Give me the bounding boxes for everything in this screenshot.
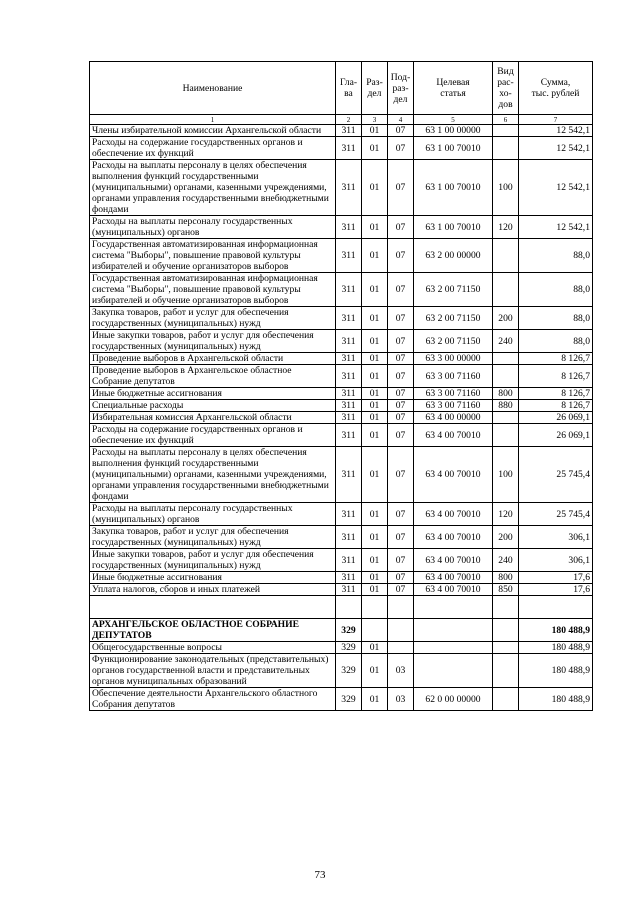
- row-podrazdel: [388, 619, 414, 642]
- row-sum: 180 488,9: [519, 642, 593, 654]
- row-sum: 88,0: [519, 307, 593, 330]
- row-razdel: 01: [362, 642, 388, 654]
- row-vid: [493, 654, 519, 688]
- row-glava: 311: [336, 273, 362, 307]
- row-sum: 88,0: [519, 239, 593, 273]
- column-number: 7: [519, 115, 593, 125]
- table-row: [90, 654, 593, 688]
- row-vid: 800: [493, 572, 519, 584]
- row-sum: 12 542,1: [519, 125, 593, 137]
- row-razdel: 01: [362, 447, 388, 503]
- table-row: [90, 549, 593, 572]
- row-name: Расходы на содержание государственных органов и обеспечение их функций: [90, 137, 336, 160]
- table-row: [90, 619, 593, 642]
- row-razdel: 01: [362, 125, 388, 137]
- row-glava: 311: [336, 239, 362, 273]
- column-number: 4: [388, 115, 414, 125]
- table-row: [90, 125, 593, 137]
- row-glava: 311: [336, 584, 362, 596]
- row-podrazdel: 07: [388, 526, 414, 549]
- row-vid: [493, 239, 519, 273]
- row-podrazdel: 07: [388, 365, 414, 388]
- row-sum: 180 488,9: [519, 688, 593, 711]
- row-razdel: 01: [362, 526, 388, 549]
- row-sum: 88,0: [519, 330, 593, 353]
- row-glava: 311: [336, 400, 362, 412]
- header-glava: Гла- ва: [336, 62, 362, 115]
- row-name: Расходы на выплаты персоналу государственных (муниципальных) органов: [90, 503, 336, 526]
- header-sum: Сумма, тыс. рублей: [519, 62, 593, 115]
- row-vid: [493, 365, 519, 388]
- row-glava: 311: [336, 137, 362, 160]
- row-vid: 850: [493, 584, 519, 596]
- column-number: 1: [90, 115, 336, 125]
- header-row: [90, 62, 593, 115]
- row-razdel: 01: [362, 400, 388, 412]
- row-vid: [493, 619, 519, 642]
- table-row: [90, 447, 593, 503]
- table-row: [90, 584, 593, 596]
- row-vid: [493, 412, 519, 424]
- empty-cell: [362, 596, 388, 619]
- row-target: 63 3 00 71160: [414, 365, 493, 388]
- row-target: 63 2 00 71150: [414, 273, 493, 307]
- column-number-row: [90, 115, 593, 125]
- row-sum: 180 488,9: [519, 619, 593, 642]
- row-glava: 329: [336, 654, 362, 688]
- row-name: Иные закупки товаров, работ и услуг для обеспечения государственных (муниципальных) нужд: [90, 549, 336, 572]
- row-glava: 311: [336, 353, 362, 365]
- row-podrazdel: 07: [388, 388, 414, 400]
- row-name: Иные бюджетные ассигнования: [90, 388, 336, 400]
- column-number: 5: [414, 115, 493, 125]
- row-podrazdel: 07: [388, 503, 414, 526]
- row-name: Закупка товаров, работ и услуг для обеспечения государственных (муниципальных) нужд: [90, 526, 336, 549]
- row-target: [414, 654, 493, 688]
- row-name: Расходы на содержание государственных органов и обеспечение их функций: [90, 424, 336, 447]
- row-sum: 12 542,1: [519, 137, 593, 160]
- row-razdel: 01: [362, 412, 388, 424]
- row-target: 62 0 00 00000: [414, 688, 493, 711]
- row-name: Расходы на выплаты персоналу в целях обеспечения выполнения функций государственными (муниципальными) органами, казенными учреждениями, органами управления государственными внебюджетными фондами: [90, 160, 336, 216]
- row-target: 63 3 00 71160: [414, 400, 493, 412]
- row-glava: 311: [336, 549, 362, 572]
- table-row: [90, 642, 593, 654]
- row-target: 63 2 00 71150: [414, 330, 493, 353]
- row-vid: [493, 353, 519, 365]
- row-podrazdel: 07: [388, 239, 414, 273]
- table-row: [90, 330, 593, 353]
- row-razdel: 01: [362, 160, 388, 216]
- row-glava: 311: [336, 388, 362, 400]
- row-razdel: 01: [362, 216, 388, 239]
- row-name: Проведение выборов в Архангельской области: [90, 353, 336, 365]
- row-glava: 329: [336, 642, 362, 654]
- row-sum: 8 126,7: [519, 400, 593, 412]
- row-vid: [493, 273, 519, 307]
- row-name: Расходы на выплаты персоналу государственных (муниципальных) органов: [90, 216, 336, 239]
- header-target: Целевая статья: [414, 62, 493, 115]
- empty-cell: [336, 596, 362, 619]
- row-glava: 311: [336, 526, 362, 549]
- row-target: 63 1 00 70010: [414, 137, 493, 160]
- row-name: Обеспечение деятельности Архангельского областного Собрания депутатов: [90, 688, 336, 711]
- row-target: 63 1 00 70010: [414, 160, 493, 216]
- row-podrazdel: 07: [388, 424, 414, 447]
- row-target: 63 4 00 70010: [414, 572, 493, 584]
- row-razdel: 01: [362, 307, 388, 330]
- row-razdel: 01: [362, 688, 388, 711]
- row-target: 63 2 00 71150: [414, 307, 493, 330]
- row-razdel: 01: [362, 330, 388, 353]
- row-podrazdel: 07: [388, 273, 414, 307]
- row-vid: 120: [493, 216, 519, 239]
- row-name: Проведение выборов в Архангельское областное Собрание депутатов: [90, 365, 336, 388]
- table-row: [90, 160, 593, 216]
- row-razdel: [362, 619, 388, 642]
- table-body: [90, 125, 593, 711]
- table-row: [90, 388, 593, 400]
- empty-cell: [388, 596, 414, 619]
- row-name: Специальные расходы: [90, 400, 336, 412]
- row-podrazdel: 07: [388, 137, 414, 160]
- row-target: 63 1 00 70010: [414, 216, 493, 239]
- row-sum: 8 126,7: [519, 353, 593, 365]
- table-row: [90, 572, 593, 584]
- row-vid: [493, 137, 519, 160]
- row-target: 63 3 00 00000: [414, 353, 493, 365]
- header-vid: Вид рас- хо- дов: [493, 62, 519, 115]
- row-podrazdel: 07: [388, 330, 414, 353]
- row-vid: [493, 125, 519, 137]
- row-glava: 329: [336, 619, 362, 642]
- row-vid: 120: [493, 503, 519, 526]
- row-vid: [493, 424, 519, 447]
- row-razdel: 01: [362, 572, 388, 584]
- row-podrazdel: 07: [388, 216, 414, 239]
- row-target: [414, 642, 493, 654]
- row-target: 63 4 00 70010: [414, 549, 493, 572]
- spacer-row: [90, 596, 593, 619]
- table-row: [90, 137, 593, 160]
- row-razdel: 01: [362, 239, 388, 273]
- row-razdel: 01: [362, 137, 388, 160]
- row-sum: 26 069,1: [519, 424, 593, 447]
- table-row: [90, 503, 593, 526]
- row-sum: 180 488,9: [519, 654, 593, 688]
- row-sum: 25 745,4: [519, 447, 593, 503]
- row-glava: 311: [336, 447, 362, 503]
- row-target: [414, 619, 493, 642]
- row-name: Расходы на выплаты персоналу в целях обеспечения выполнения функций государственными (муниципальными) органами, казенными учреждениями, органами управления государственными внебюджетными фондами: [90, 447, 336, 503]
- row-vid: 240: [493, 330, 519, 353]
- row-razdel: 01: [362, 584, 388, 596]
- row-target: 63 4 00 70010: [414, 503, 493, 526]
- row-glava: 329: [336, 688, 362, 711]
- row-sum: 306,1: [519, 549, 593, 572]
- row-name: АРХАНГЕЛЬСКОЕ ОБЛАСТНОЕ СОБРАНИЕ ДЕПУТАТОВ: [90, 619, 336, 642]
- table-row: [90, 307, 593, 330]
- header-podrazdel: Под- раз- дел: [388, 62, 414, 115]
- row-razdel: 01: [362, 424, 388, 447]
- empty-cell: [493, 596, 519, 619]
- table-row: [90, 353, 593, 365]
- row-glava: 311: [336, 307, 362, 330]
- row-razdel: 01: [362, 365, 388, 388]
- column-number: 2: [336, 115, 362, 125]
- row-sum: 12 542,1: [519, 216, 593, 239]
- row-glava: 311: [336, 572, 362, 584]
- header-razdel: Раз- дел: [362, 62, 388, 115]
- row-sum: 26 069,1: [519, 412, 593, 424]
- row-podrazdel: 07: [388, 400, 414, 412]
- row-glava: 311: [336, 412, 362, 424]
- row-glava: 311: [336, 365, 362, 388]
- table-row: [90, 273, 593, 307]
- row-vid: [493, 688, 519, 711]
- row-vid: 200: [493, 526, 519, 549]
- row-podrazdel: 07: [388, 125, 414, 137]
- table-row: [90, 365, 593, 388]
- row-target: 63 4 00 70010: [414, 526, 493, 549]
- row-podrazdel: [388, 642, 414, 654]
- row-sum: 17,6: [519, 572, 593, 584]
- table-row: [90, 412, 593, 424]
- row-name: Государственная автоматизированная информационная система "Выборы", повышение правовой культуры избирателей и обучение организаторов выборов: [90, 273, 336, 307]
- row-glava: 311: [336, 125, 362, 137]
- page-number: 73: [314, 869, 326, 881]
- row-razdel: 01: [362, 388, 388, 400]
- row-sum: 12 542,1: [519, 160, 593, 216]
- row-vid: 800: [493, 388, 519, 400]
- row-podrazdel: 07: [388, 353, 414, 365]
- budget-table: [89, 61, 593, 711]
- row-glava: 311: [336, 503, 362, 526]
- row-sum: 17,6: [519, 584, 593, 596]
- row-glava: 311: [336, 330, 362, 353]
- row-sum: 306,1: [519, 526, 593, 549]
- table-row: [90, 424, 593, 447]
- row-podrazdel: 07: [388, 447, 414, 503]
- row-podrazdel: 07: [388, 584, 414, 596]
- row-razdel: 01: [362, 353, 388, 365]
- row-target: 63 4 00 70010: [414, 424, 493, 447]
- row-podrazdel: 07: [388, 160, 414, 216]
- row-vid: [493, 642, 519, 654]
- row-razdel: 01: [362, 654, 388, 688]
- row-glava: 311: [336, 216, 362, 239]
- row-name: Общегосударственные вопросы: [90, 642, 336, 654]
- row-podrazdel: 07: [388, 572, 414, 584]
- row-vid: 100: [493, 447, 519, 503]
- empty-cell: [519, 596, 593, 619]
- row-podrazdel: 03: [388, 688, 414, 711]
- table-row: [90, 526, 593, 549]
- row-target: 63 4 00 70010: [414, 584, 493, 596]
- row-podrazdel: 07: [388, 549, 414, 572]
- row-name: Члены избирательной комиссии Архангельской области: [90, 125, 336, 137]
- row-vid: 100: [493, 160, 519, 216]
- row-name: Уплата налогов, сборов и иных платежей: [90, 584, 336, 596]
- row-razdel: 01: [362, 549, 388, 572]
- row-target: 63 2 00 00000: [414, 239, 493, 273]
- row-razdel: 01: [362, 503, 388, 526]
- row-vid: 880: [493, 400, 519, 412]
- empty-cell: [414, 596, 493, 619]
- row-name: Функционирование законодательных (представительных) органов государственной власти и представительных органов муниципальных образований: [90, 654, 336, 688]
- table-row: [90, 239, 593, 273]
- row-sum: 25 745,4: [519, 503, 593, 526]
- row-name: Государственная автоматизированная информационная система "Выборы", повышение правовой культуры избирателей и обучение организаторов выборов: [90, 239, 336, 273]
- row-razdel: 01: [362, 273, 388, 307]
- column-number: 6: [493, 115, 519, 125]
- row-name: Закупка товаров, работ и услуг для обеспечения государственных (муниципальных) нужд: [90, 307, 336, 330]
- row-target: 63 1 00 00000: [414, 125, 493, 137]
- column-number: 3: [362, 115, 388, 125]
- row-glava: 311: [336, 160, 362, 216]
- row-vid: 240: [493, 549, 519, 572]
- row-podrazdel: 07: [388, 307, 414, 330]
- header-name: Наименование: [90, 62, 336, 115]
- row-glava: 311: [336, 424, 362, 447]
- row-name: Избирательная комиссия Архангельской области: [90, 412, 336, 424]
- row-sum: 8 126,7: [519, 365, 593, 388]
- row-podrazdel: 03: [388, 654, 414, 688]
- table-row: [90, 688, 593, 711]
- row-target: 63 3 00 71160: [414, 388, 493, 400]
- row-name: Иные бюджетные ассигнования: [90, 572, 336, 584]
- table-row: [90, 400, 593, 412]
- row-target: 63 4 00 70010: [414, 447, 493, 503]
- row-sum: 88,0: [519, 273, 593, 307]
- empty-cell: [90, 596, 336, 619]
- row-name: Иные закупки товаров, работ и услуг для обеспечения государственных (муниципальных) нужд: [90, 330, 336, 353]
- table-row: [90, 216, 593, 239]
- row-target: 63 4 00 00000: [414, 412, 493, 424]
- row-sum: 8 126,7: [519, 388, 593, 400]
- row-podrazdel: 07: [388, 412, 414, 424]
- row-vid: 200: [493, 307, 519, 330]
